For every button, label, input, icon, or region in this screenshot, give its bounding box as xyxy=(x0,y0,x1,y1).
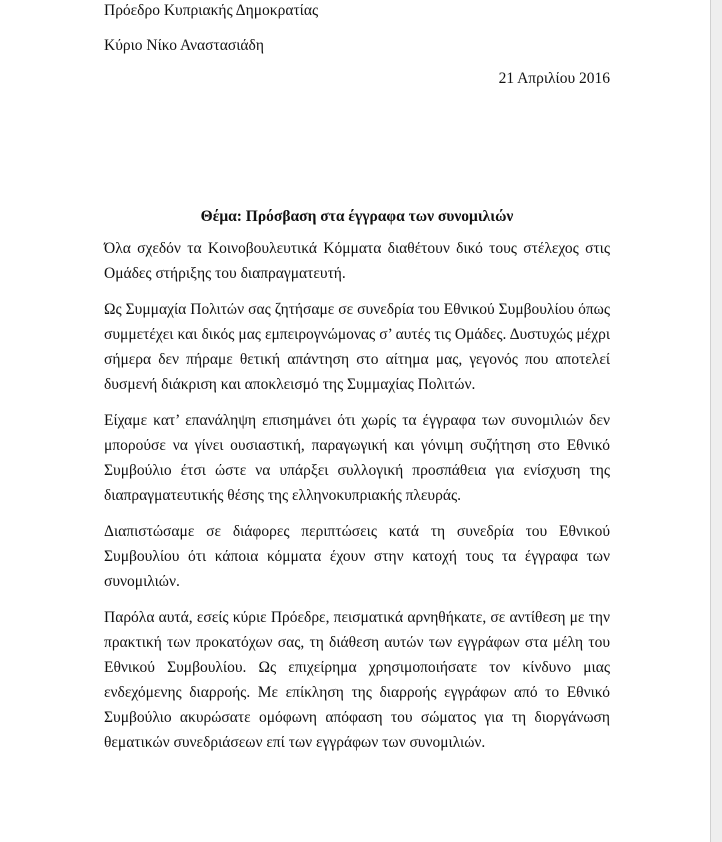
paragraph: Διαπιστώσαμε σε διάφορες περιπτώσεις κατά τη συνεδρία του Εθνικού Συμβουλίου ότι κάποια κόμματα έχουν στην κατοχή τους τα έγγραφα των συνομιλιών. xyxy=(104,523,610,590)
paragraph: Όλα σχεδόν τα Κοινοβουλευτικά Κόμματα διαθέτουν δικό τους στέλεχος στις Ομάδες στήριξης του διαπραγματευτή. xyxy=(104,240,610,282)
paragraph: Ως Συμμαχία Πολιτών σας ζητήσαμε σε συνεδρία του Εθνικού Συμβουλίου όπως συμμετέχει και δικός μας εμπειρογνώμονας σ’ αυτές τις Ομάδες. Δυστυχώς μέχρι σήμερα δεν πήραμε θετική απάντηση στο αίτημα μας, γεγονός που αποτελεί δυσμενή διάκριση και αποκλεισμό της Συμμαχίας Πολιτών. xyxy=(104,301,610,393)
paragraph: Παρόλα αυτά, εσείς κύριε Πρόεδρε, πεισματικά αρνηθήκατε, σε αντίθεση με την πρακτική των προκατόχων σας, τη διάθεση αυτών των εγγράφων στα μέλη του Εθνικού Συμβουλίου. Ως επιχείρημα χρησιμοποιήσατε τον κίνδυνο μιας ενδεχόμενης διαρροής. Με επίκληση της διαρροής εγγράφων από το Εθνικό Συμβούλιο ακυρώσατε ομόφωνη απόφαση του σώματος για τη διοργάνωση θεματικών συνεδριάσεων επί των εγγράφων των συνομιλιών. xyxy=(104,609,610,751)
paragraph: Είχαμε κατ’ επανάληψη επισημάνει ότι χωρίς τα έγγραφα των συνομιλιών δεν μπορούσε να γίνει ουσιαστική, παραγωγική και γόνιμη συζήτηση στο Εθνικό Συμβούλιο έτσι ώστε να υπάρξει συλλογική προσπάθεια για ενίσχυση της διαπραγματευτικής θέσης της ελληνοκυπριακής πλευράς. xyxy=(104,412,610,504)
letter-subject: Θέμα: Πρόσβαση στα έγγραφα των συνομιλιών xyxy=(200,208,514,225)
window-gutter xyxy=(711,0,722,842)
letter-paragraphs xyxy=(104,236,610,766)
letter-date: 21 Απριλίου 2016 xyxy=(498,70,610,87)
recipient-name: Κύριο Νίκο Αναστασιάδη xyxy=(104,37,264,54)
recipient-title: Πρόεδρο Κυπριακής Δημοκρατίας xyxy=(104,2,319,19)
